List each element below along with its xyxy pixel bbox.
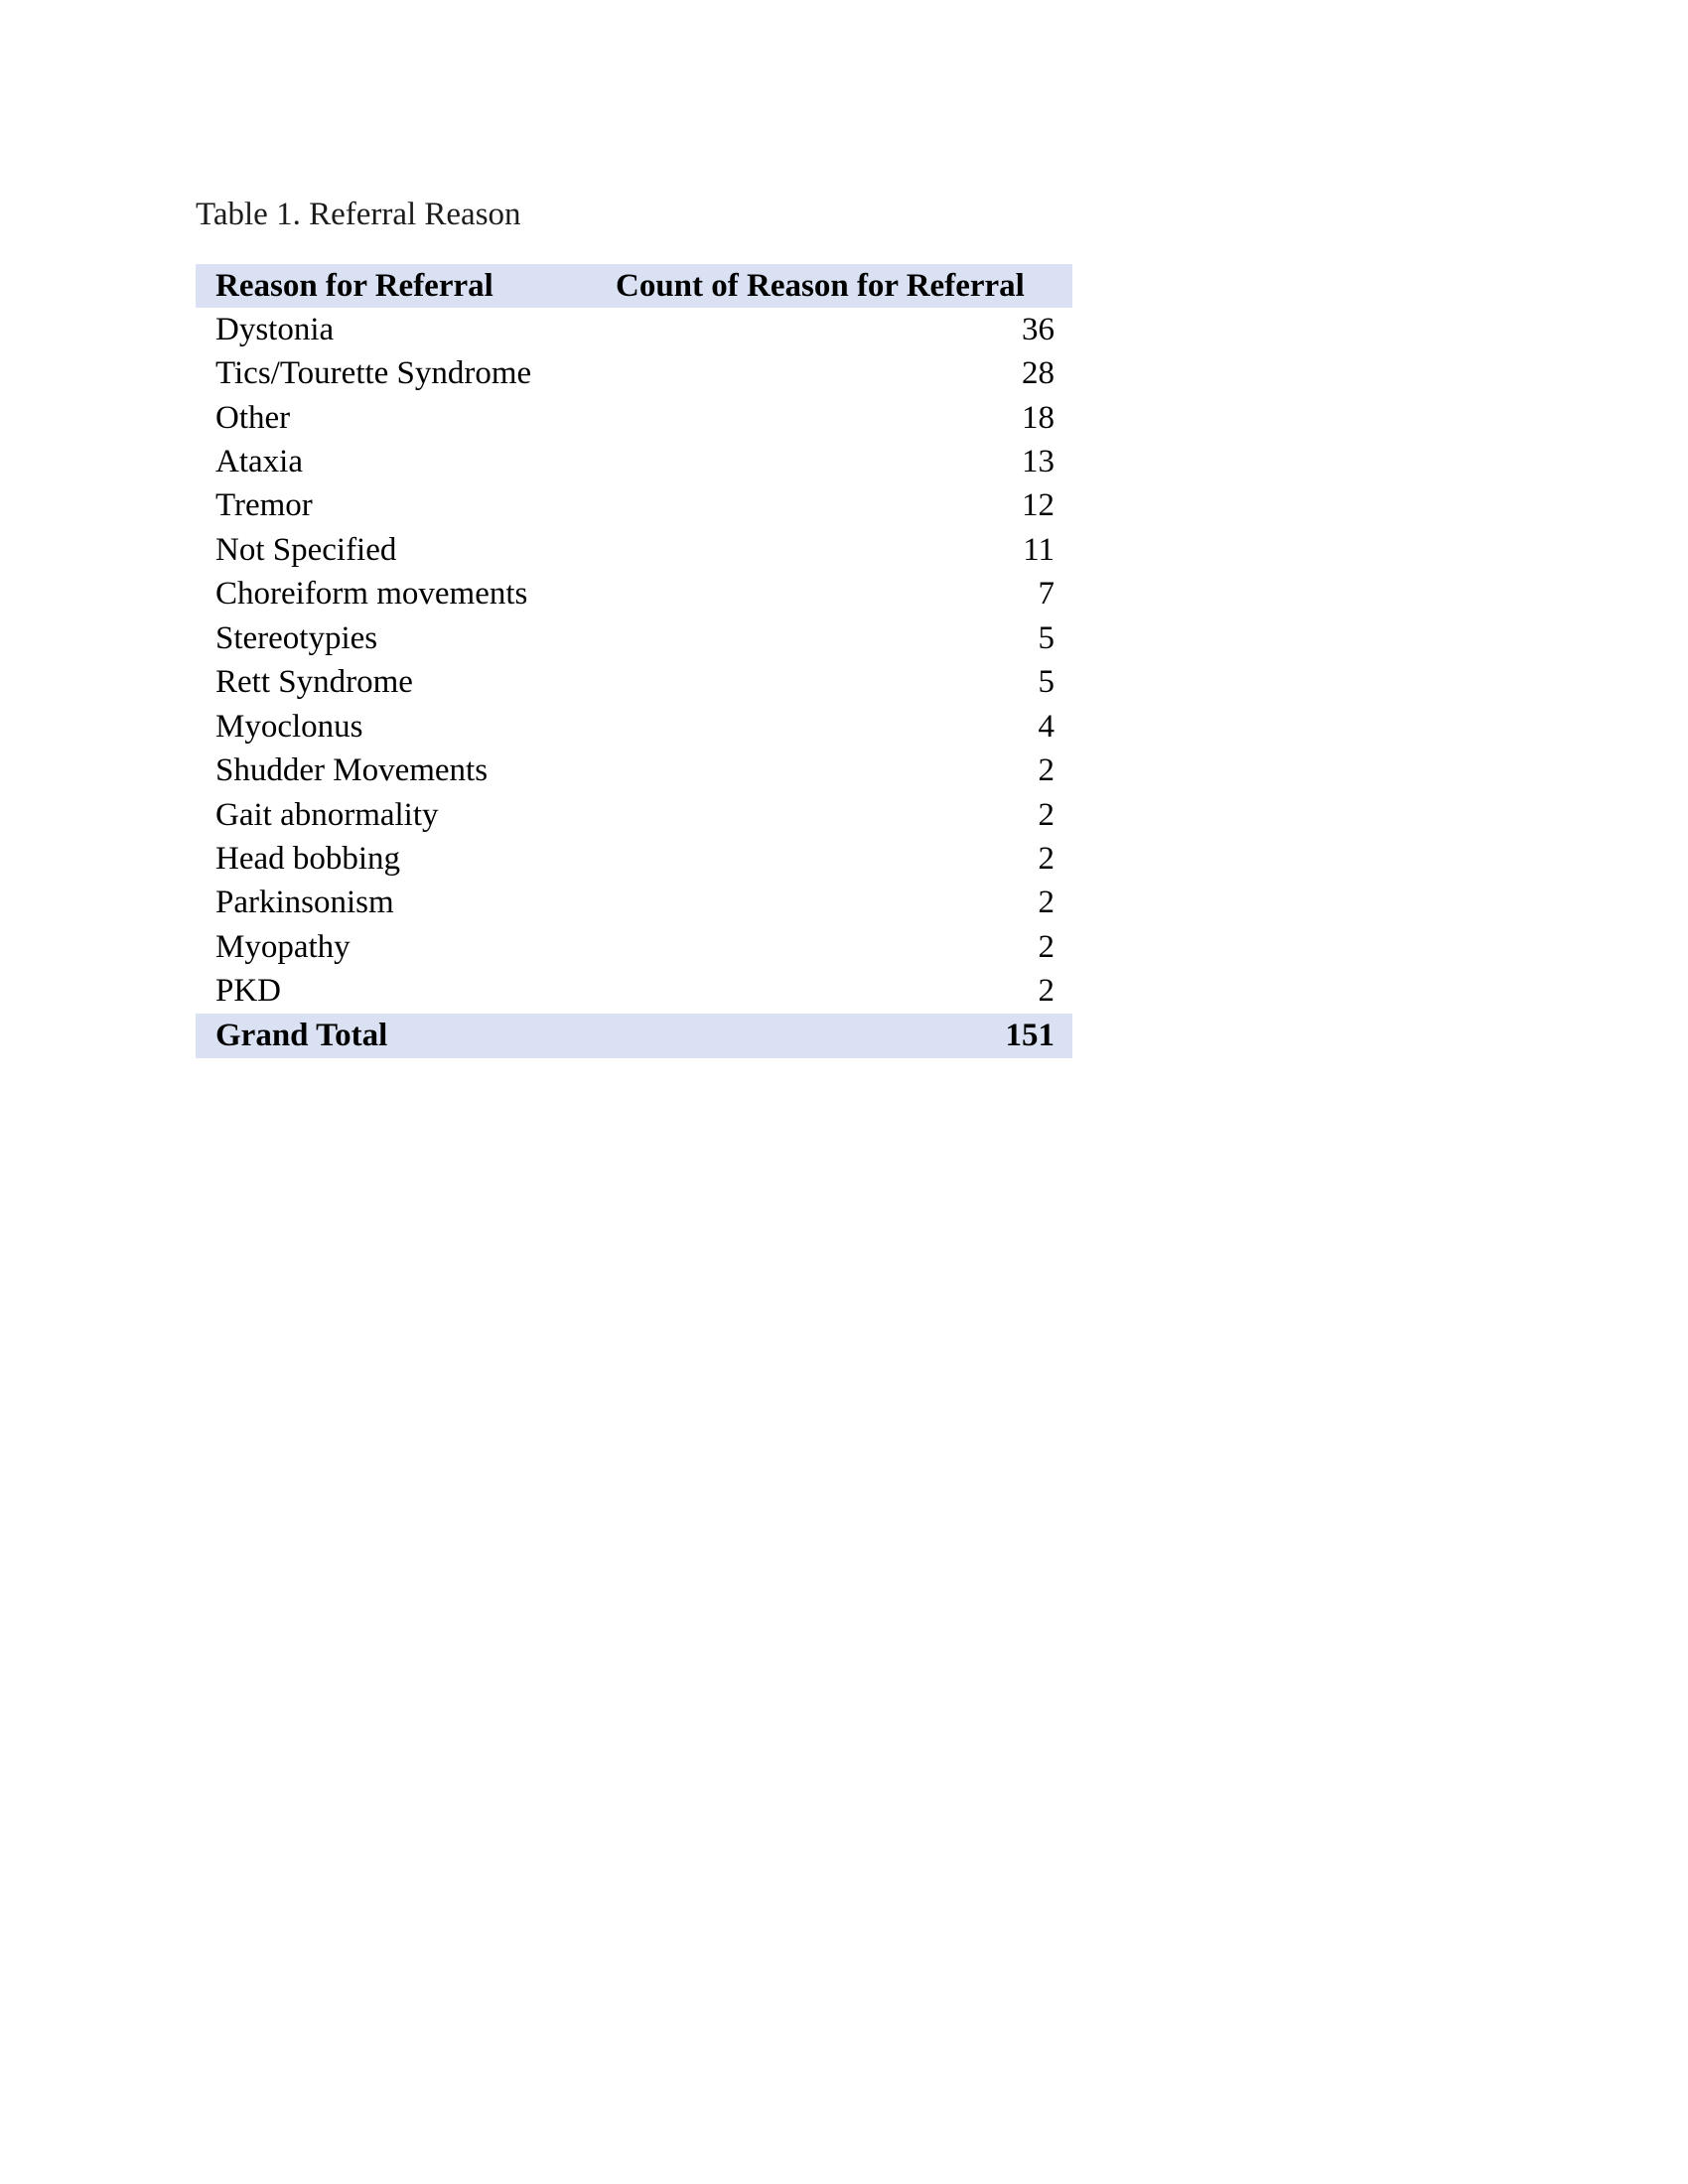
table-row bbox=[196, 970, 1072, 1014]
row-count-cell: 4 bbox=[1038, 708, 1055, 745]
row-reason-cell: Gait abnormality bbox=[215, 796, 439, 833]
row-count-cell: 2 bbox=[1038, 928, 1055, 965]
row-count-cell: 28 bbox=[1022, 355, 1055, 392]
table-row bbox=[196, 351, 1072, 395]
referral-table bbox=[196, 264, 1072, 1058]
row-count-cell: 36 bbox=[1022, 311, 1055, 347]
row-reason-cell: Myoclonus bbox=[215, 708, 363, 745]
table-row bbox=[196, 882, 1072, 925]
table-body bbox=[196, 308, 1072, 1014]
table-header-row bbox=[196, 264, 1072, 308]
table-caption: Table 1. Referral Reason bbox=[196, 197, 521, 232]
table-row bbox=[196, 573, 1072, 616]
row-reason-cell: Not Specified bbox=[215, 531, 397, 568]
table-row bbox=[196, 749, 1072, 792]
total-count-cell: 151 bbox=[1005, 1018, 1055, 1053]
row-reason-cell: Choreiform movements bbox=[215, 576, 528, 613]
row-count-cell: 2 bbox=[1038, 796, 1055, 833]
row-count-cell: 5 bbox=[1038, 664, 1055, 701]
grand-total-row bbox=[196, 1014, 1072, 1058]
row-reason-cell: Tics/Tourette Syndrome bbox=[215, 355, 532, 392]
row-count-cell: 12 bbox=[1022, 487, 1055, 524]
table-row bbox=[196, 308, 1072, 351]
row-count-cell: 11 bbox=[1023, 531, 1055, 568]
row-count-cell: 2 bbox=[1038, 885, 1055, 921]
table-row bbox=[196, 837, 1072, 881]
table-row bbox=[196, 440, 1072, 483]
row-reason-cell: Myopathy bbox=[215, 928, 351, 965]
table-row bbox=[196, 705, 1072, 749]
table-row bbox=[196, 661, 1072, 705]
row-reason-cell: PKD bbox=[215, 973, 282, 1010]
table-row bbox=[196, 484, 1072, 528]
row-reason-cell: Head bobbing bbox=[215, 840, 401, 877]
row-reason-cell: Other bbox=[215, 399, 291, 436]
table-row bbox=[196, 925, 1072, 969]
row-reason-cell: Stereotypies bbox=[215, 619, 378, 656]
table-row bbox=[196, 396, 1072, 440]
row-reason-cell: Ataxia bbox=[215, 444, 303, 480]
table-row bbox=[196, 528, 1072, 572]
row-count-cell: 5 bbox=[1038, 619, 1055, 656]
row-reason-cell: Dystonia bbox=[215, 311, 335, 347]
table-row bbox=[196, 616, 1072, 660]
header-cell-count: Count of Reason for Referral bbox=[616, 267, 1025, 304]
row-count-cell: 18 bbox=[1022, 399, 1055, 436]
row-reason-cell: Rett Syndrome bbox=[215, 664, 413, 701]
row-count-cell: 2 bbox=[1038, 973, 1055, 1010]
row-count-cell: 13 bbox=[1022, 444, 1055, 480]
row-count-cell: 2 bbox=[1038, 840, 1055, 877]
header-cell-reason: Reason for Referral bbox=[215, 267, 493, 304]
row-reason-cell: Parkinsonism bbox=[215, 885, 394, 921]
row-count-cell: 2 bbox=[1038, 752, 1055, 789]
row-reason-cell: Shudder Movements bbox=[215, 752, 489, 789]
total-label-cell: Grand Total bbox=[215, 1018, 388, 1053]
table-row bbox=[196, 793, 1072, 837]
row-reason-cell: Tremor bbox=[215, 487, 313, 524]
row-count-cell: 7 bbox=[1038, 576, 1055, 613]
